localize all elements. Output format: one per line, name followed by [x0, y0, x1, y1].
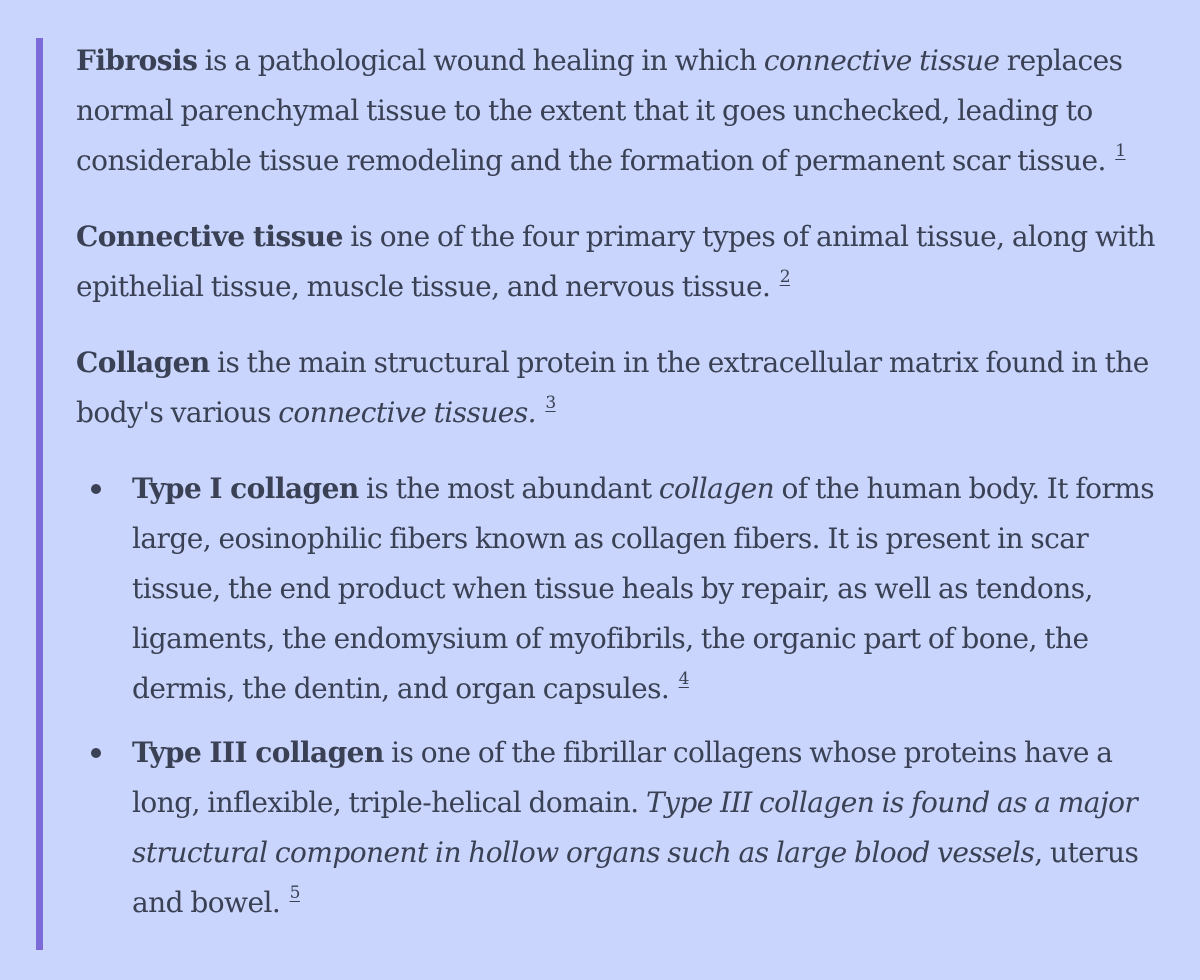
- bullet-icon: [91, 748, 101, 758]
- text: , uterus and bowel.: [132, 836, 1139, 919]
- blockquote: [76, 36, 1182, 942]
- list-item: [76, 728, 1182, 928]
- footnote-ref-4[interactable]: 4: [678, 669, 689, 689]
- term-type-iii-collagen: Type III collagen: [132, 736, 384, 769]
- bullet-icon: [91, 484, 101, 494]
- term-collagen: Collagen: [76, 346, 210, 379]
- emphasis: connective tissue: [763, 44, 1000, 77]
- term-type-i-collagen: Type I collagen: [132, 472, 359, 505]
- collagen-types-list: [76, 464, 1182, 928]
- footnote-ref-5[interactable]: 5: [289, 883, 300, 903]
- paragraph-fibrosis: [76, 36, 1182, 186]
- emphasis: connective tissues.: [278, 396, 536, 429]
- footnote-ref-2[interactable]: 2: [779, 267, 790, 287]
- text: is one of the four primary types of animal tissue, along with epithelial tissue, muscle tissue, and nervous tissue.: [76, 220, 1155, 303]
- text: is the main structural protein in the extracellular matrix found in the body's various: [76, 346, 1149, 429]
- footnote-ref-1[interactable]: 1: [1115, 141, 1126, 161]
- blockquote-bar: [36, 38, 43, 950]
- list-item: [76, 464, 1182, 714]
- text: replaces normal parenchymal tissue to the extent that it goes unchecked, leading to considerable tissue remodeling and the formation of permanent scar tissue.: [76, 44, 1123, 177]
- text: is a pathological wound healing in which: [197, 44, 764, 77]
- term-fibrosis: Fibrosis: [76, 44, 198, 77]
- paragraph-connective-tissue: [76, 212, 1182, 312]
- emphasis: Type III collagen is found as a major structural component in hollow organs such as large blood vessels: [132, 786, 1138, 869]
- text: is the most abundant: [358, 472, 659, 505]
- emphasis: collagen: [658, 472, 775, 505]
- text: is one of the fibrillar collagens whose proteins have a long, inflexible, triple-helical domain.: [132, 736, 1113, 819]
- paragraph-collagen: [76, 338, 1182, 438]
- text: of the human body. It forms large, eosinophilic fibers known as collagen fibers. It is present in scar tissue, the end product when tissue heals by repair, as well as tendons, ligaments, the endomysium of myofibrils, the organic part of bone, the dermis, the dentin, and organ capsules.: [132, 472, 1155, 705]
- term-connective-tissue: Connective tissue: [76, 220, 343, 253]
- footnote-ref-3[interactable]: 3: [545, 393, 556, 413]
